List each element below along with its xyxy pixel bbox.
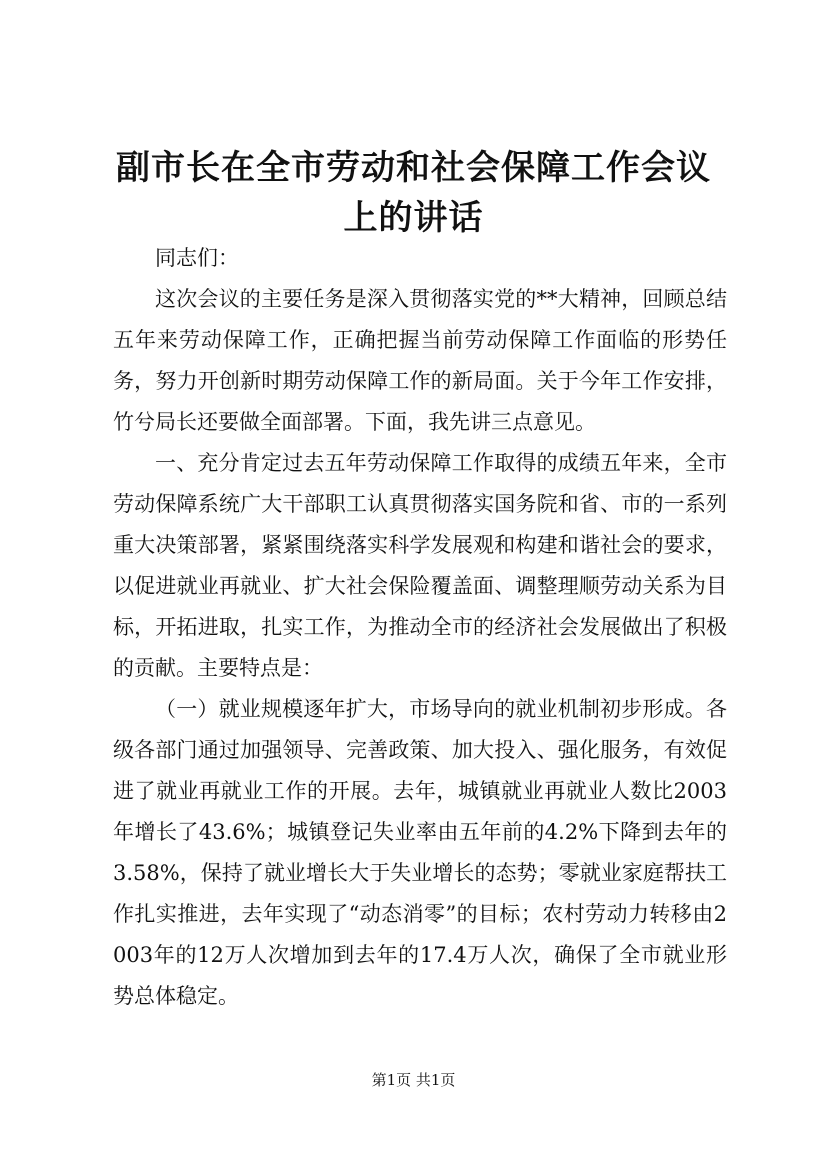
salutation: 同志们： [155, 246, 239, 270]
page-footer: 第1页 共1页 [371, 1071, 456, 1089]
paragraph-intro: 这次会议的主要任务是深入贯彻落实党的**大精神，回顾总结五年来劳动保障工作，正确把握当前劳动保障工作面临的形势任务，努力开创新时期劳动保障工作的新局面。关于今年工作安排，竹兮局长还要做全面部署。下面，我先讲三点意见。 [113, 287, 727, 434]
paragraph-subsection-one: （一）就业规模逐年扩大，市场导向的就业机制初步形成。各级各部门通过加强领导、完善政策、加大投入、强化服务，有效促进了就业再就业工作的开展。去年，城镇就业再就业人数比2003年增长了43.6%；城镇登记失业率由五年前的4.2%下降到去年的3.58%，保持了就业增长大于失业增长的态势；零就业家庭帮扶工作扎实推进，去年实现了“动态消零”的目标；农村劳动力转移由2003年的12万人次增加到去年的17.4万人次，确保了全市就业形势总体稳定。 [113, 697, 727, 1008]
paragraph-section-one: 一、充分肯定过去五年劳动保障工作取得的成绩五年来，全市劳动保障系统广大干部职工认真贯彻落实国务院和省、市的一系列重大决策部署，紧紧围绕落实科学发展观和构建和谐社会的要求，以促进就业再就业、扩大社会保险覆盖面、调整理顺劳动关系为目标，开拓进取，扎实工作，为推动全市的经济社会发展做出了积极的贡献。主要特点是： [113, 451, 727, 680]
document-title: 副市长在全市劳动和社会保障工作会议上的讲话 [116, 148, 711, 238]
document-body [113, 238, 727, 1017]
